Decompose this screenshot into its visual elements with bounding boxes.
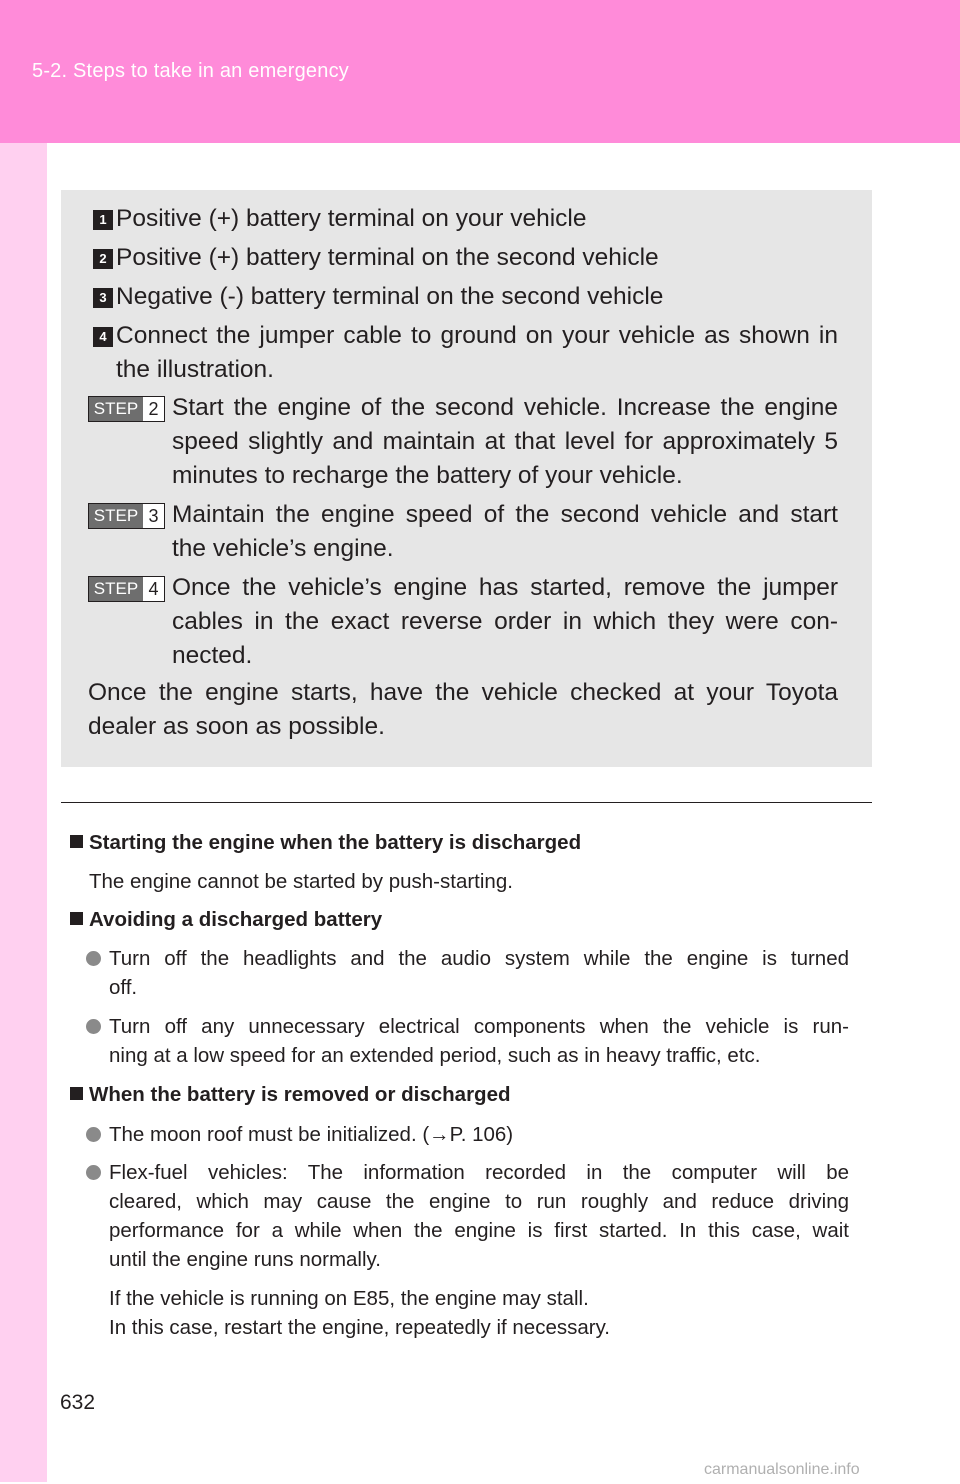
square-bullet-icon <box>70 1087 83 1100</box>
step-text-line: Start the engine of the second vehicle. Increase the engine <box>172 394 838 421</box>
step-badge <box>88 576 165 602</box>
step-text-line: speed slightly and maintain at that level for approximately 5 <box>172 428 838 455</box>
square-bullet-icon <box>70 912 83 925</box>
watermark: carmanualsonline.info <box>704 1461 860 1478</box>
circle-bullet-icon <box>86 1019 101 1034</box>
step-number: 3 <box>148 506 159 526</box>
step-text-line: nected. <box>172 642 253 669</box>
bullet-line: performance for a while when the engine is first started. In this case, wait <box>109 1219 849 1242</box>
step-number: 4 <box>148 579 159 599</box>
step-text-line: cables in the exact reverse order in which they were con- <box>172 608 838 635</box>
callout-number-badge: 1 <box>93 210 113 230</box>
callout-text: Negative (-) battery terminal on the second vehicle <box>116 283 664 310</box>
note-line: Once the engine starts, have the vehicle checked at your Toyota <box>88 679 838 706</box>
section-title: 5-2. Steps to take in an emergency <box>32 60 349 82</box>
step-text-line: Maintain the engine speed of the second vehicle and start <box>172 501 838 528</box>
info-heading-text: Avoiding a discharged battery <box>89 908 383 931</box>
circle-bullet-icon <box>86 1165 101 1180</box>
bullet-line: until the engine runs normally. <box>109 1248 381 1271</box>
step-text <box>172 498 838 566</box>
bullet-text <box>109 1012 849 1070</box>
page-number: 632 <box>60 1391 96 1414</box>
step-text-line: minutes to recharge the battery of your vehicle. <box>172 462 683 489</box>
step-number: 2 <box>148 399 159 419</box>
step-badge <box>88 396 165 422</box>
step-text <box>172 391 838 493</box>
step-label: STEP <box>89 504 143 528</box>
step-text <box>172 571 838 673</box>
bullet-text <box>109 944 849 1002</box>
note-line: dealer as soon as possible. <box>88 713 385 740</box>
bullet-line: If the vehicle is running on E85, the engine may stall. <box>109 1287 589 1310</box>
bullet-line: cleared, which may cause the engine to run roughly and reduce driving <box>109 1190 849 1213</box>
callout-number-badge: 2 <box>93 249 113 269</box>
page-header <box>0 0 960 143</box>
bullet-line: ning at a low speed for an extended period, such as in heavy traffic, etc. <box>109 1044 761 1067</box>
square-bullet-icon <box>70 835 83 848</box>
callout-text: Positive (+) battery terminal on your vehicle <box>116 205 587 232</box>
bullet-line: In this case, restart the engine, repeatedly if necessary. <box>109 1316 610 1339</box>
step-label: STEP <box>89 397 143 421</box>
info-heading <box>70 829 581 857</box>
step-text-line: the vehicle’s engine. <box>172 535 394 562</box>
step-text-line: Once the vehicle’s engine has started, remove the jumper <box>172 574 838 601</box>
section-divider <box>61 802 872 803</box>
step-badge <box>88 503 165 529</box>
side-margin-bar <box>0 143 47 1482</box>
info-heading-text: When the battery is removed or discharged <box>89 1083 511 1106</box>
bullet-text <box>109 1158 849 1274</box>
bullet-line: Turn off any unnecessary electrical components when the vehicle is run- <box>109 1015 849 1038</box>
bullet-line: The moon roof must be initialized. (→P. 106) <box>109 1123 514 1146</box>
circle-bullet-icon <box>86 1127 101 1142</box>
bullet-line: Turn off the headlights and the audio system while the engine is turned <box>109 947 849 970</box>
info-text: The engine cannot be started by push-starting. <box>89 870 513 893</box>
bullet-note <box>109 1284 849 1342</box>
bullet-line: Flex-fuel vehicles: The information recorded in the computer will be <box>109 1161 849 1184</box>
box-closing-note <box>88 676 838 744</box>
callout-number-badge: 4 <box>93 327 113 347</box>
callout-text: Connect the jumper cable to ground on your vehicle as shown in <box>116 322 838 349</box>
info-heading-text: Starting the engine when the battery is discharged <box>89 831 582 854</box>
info-heading <box>70 1081 511 1109</box>
bullet-line: off. <box>109 976 138 999</box>
callout-text: the illustration. <box>116 356 274 383</box>
circle-bullet-icon <box>86 951 101 966</box>
callout-text: Positive (+) battery terminal on the second vehicle <box>116 244 659 271</box>
info-heading <box>70 906 382 934</box>
callout-number-badge: 3 <box>93 288 113 308</box>
step-label: STEP <box>89 577 143 601</box>
bullet-text <box>109 1120 849 1149</box>
